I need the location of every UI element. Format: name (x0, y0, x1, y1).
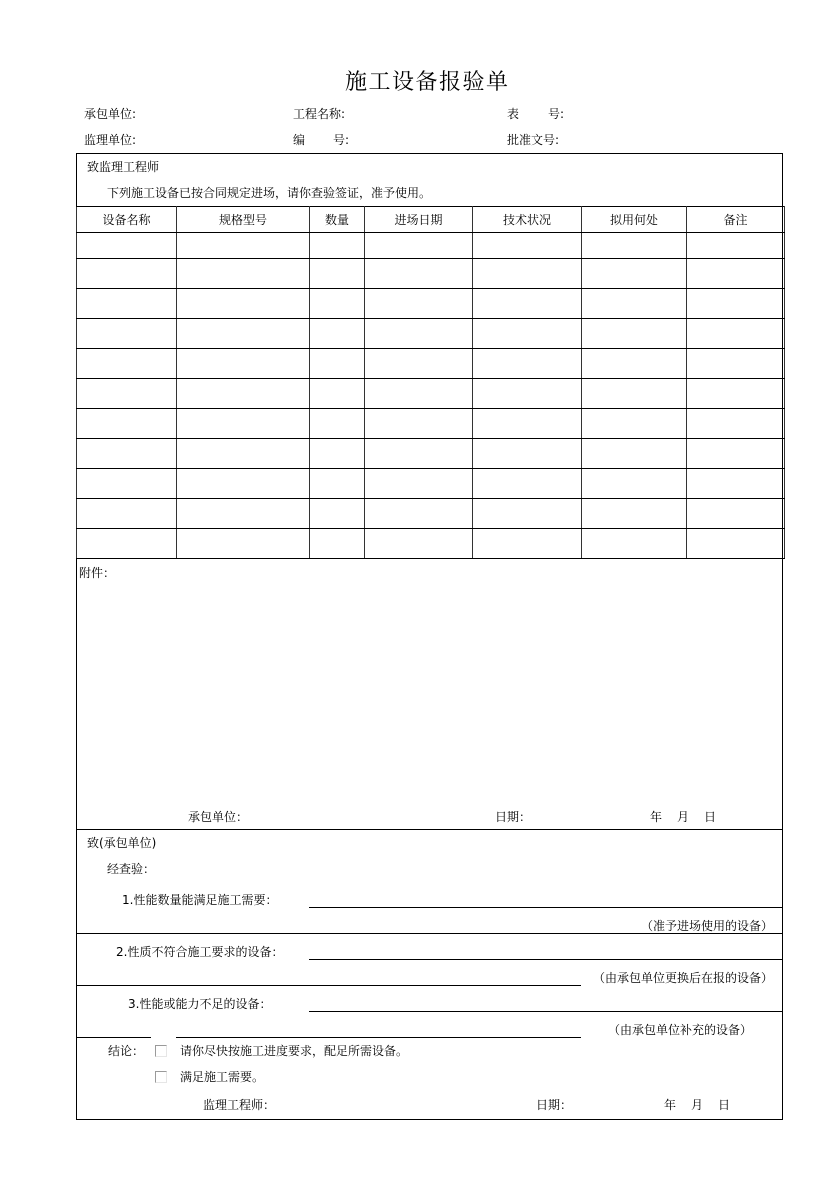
cell-intended-use[interactable] (582, 529, 687, 559)
cell-remarks[interactable] (687, 379, 785, 409)
attachment-area[interactable] (80, 585, 778, 800)
cell-model[interactable] (177, 499, 310, 529)
cell-model[interactable] (177, 319, 310, 349)
cell-remarks[interactable] (687, 529, 785, 559)
cell-entry-date[interactable] (365, 349, 473, 379)
approval-no-label: 批准文号: (507, 133, 560, 147)
table-row (77, 439, 785, 469)
cell-intended-use[interactable] (582, 319, 687, 349)
item2-answer-line[interactable] (309, 959, 783, 960)
table-row (77, 289, 785, 319)
table-row (77, 379, 785, 409)
cell-quantity[interactable] (310, 319, 365, 349)
form-no-label-a: 表 (507, 107, 520, 121)
cell-intended-use[interactable] (582, 349, 687, 379)
cell-technical-condition[interactable] (473, 259, 582, 289)
cell-equipment-name[interactable] (77, 529, 177, 559)
cell-entry-date[interactable] (365, 319, 473, 349)
cell-technical-condition[interactable] (473, 469, 582, 499)
column-header-equipment-name: 设备名称 (77, 207, 177, 233)
cell-remarks[interactable] (687, 259, 785, 289)
cell-intended-use[interactable] (582, 469, 687, 499)
cell-technical-condition[interactable] (473, 409, 582, 439)
cell-equipment-name[interactable] (77, 233, 177, 259)
cell-model[interactable] (177, 233, 310, 259)
column-header-technical-condition: 技术状况 (473, 207, 582, 233)
equipment-table (76, 206, 785, 559)
engineer-sign-label: 监理工程师： (203, 1098, 276, 1112)
cell-model[interactable] (177, 409, 310, 439)
cell-technical-condition[interactable] (473, 349, 582, 379)
form-no-label-b: 号: (548, 107, 565, 121)
cell-quantity[interactable] (310, 379, 365, 409)
application-date-month: 月 (677, 810, 690, 824)
cell-equipment-name[interactable] (77, 289, 177, 319)
cell-entry-date[interactable] (365, 379, 473, 409)
cell-equipment-name[interactable] (77, 259, 177, 289)
column-header-model: 规格型号 (177, 207, 310, 233)
attachment-label: 附件： (79, 566, 116, 580)
table-row (77, 529, 785, 559)
cell-remarks[interactable] (687, 499, 785, 529)
cell-technical-condition[interactable] (473, 233, 582, 259)
application-date-year: 年 (650, 810, 663, 824)
conclusion-option-1-checkbox[interactable] (155, 1045, 167, 1057)
column-header-remarks: 备注 (687, 207, 785, 233)
item2-label: 2.性质不符合施工要求的设备： (116, 945, 284, 959)
cell-intended-use[interactable] (582, 499, 687, 529)
item1-divider (76, 933, 783, 934)
table-row (77, 469, 785, 499)
cell-quantity[interactable] (310, 349, 365, 379)
cell-entry-date[interactable] (365, 233, 473, 259)
cell-entry-date[interactable] (365, 529, 473, 559)
item3-answer-line[interactable] (309, 1011, 783, 1012)
cell-remarks[interactable] (687, 289, 785, 319)
review-date-day: 日 (718, 1098, 731, 1112)
cell-equipment-name[interactable] (77, 349, 177, 379)
project-name-label: 工程名称: (293, 107, 346, 121)
item1-answer-line[interactable] (309, 907, 783, 908)
cell-technical-condition[interactable] (473, 499, 582, 529)
table-row (77, 499, 785, 529)
cell-intended-use[interactable] (582, 289, 687, 319)
column-header-intended-use: 拟用何处 (582, 207, 687, 233)
cell-quantity[interactable] (310, 499, 365, 529)
cell-model[interactable] (177, 469, 310, 499)
review-date-month: 月 (691, 1098, 704, 1112)
application-date-day: 日 (704, 810, 717, 824)
cell-intended-use[interactable] (582, 233, 687, 259)
cell-technical-condition[interactable] (473, 289, 582, 319)
application-addressee: 致监理工程师 (87, 160, 160, 174)
form-title: 施工设备报验单 (345, 70, 510, 95)
item2-answer-line-2[interactable] (76, 985, 581, 986)
serial-no-label-b: 号: (333, 133, 350, 147)
cell-remarks[interactable] (687, 233, 785, 259)
application-statement: 下列施工设备已按合同规定进场，请你查验签证，准予使用。 (107, 186, 432, 200)
cell-equipment-name[interactable] (77, 439, 177, 469)
cell-quantity[interactable] (310, 529, 365, 559)
cell-equipment-name[interactable] (77, 469, 177, 499)
cell-remarks[interactable] (687, 319, 785, 349)
cell-remarks[interactable] (687, 469, 785, 499)
contractor-label: 承包单位: (84, 107, 137, 121)
cell-equipment-name[interactable] (77, 319, 177, 349)
cell-equipment-name[interactable] (77, 499, 177, 529)
item3-answer-line-2b[interactable] (176, 1037, 581, 1038)
supervisor-label: 监理单位: (84, 133, 137, 147)
table-row (77, 349, 785, 379)
cell-model[interactable] (177, 379, 310, 409)
cell-quantity[interactable] (310, 439, 365, 469)
equipment-table-body (77, 233, 785, 559)
item2-note: （由承包单位更换后在报的设备） (592, 971, 773, 985)
cell-entry-date[interactable] (365, 289, 473, 319)
conclusion-option-2-checkbox[interactable] (155, 1071, 167, 1083)
application-date-label: 日期： (495, 810, 532, 824)
item1-note: （准予进场使用的设备） (640, 919, 773, 933)
item3-answer-line-2a[interactable] (76, 1037, 151, 1038)
review-date-year: 年 (664, 1098, 677, 1112)
item3-note: （由承包单位补充的设备） (607, 1023, 752, 1037)
contractor-sign-label: 承包单位： (188, 810, 249, 824)
cell-quantity[interactable] (310, 289, 365, 319)
cell-equipment-name[interactable] (77, 409, 177, 439)
cell-intended-use[interactable] (582, 409, 687, 439)
conclusion-option-1-label: 请你尽快按施工进度要求，配足所需设备。 (180, 1044, 409, 1058)
cell-quantity[interactable] (310, 233, 365, 259)
cell-technical-condition[interactable] (473, 379, 582, 409)
conclusion-label: 结论： (108, 1044, 145, 1058)
column-header-quantity: 数量 (310, 207, 365, 233)
cell-entry-date[interactable] (365, 259, 473, 289)
cell-remarks[interactable] (687, 349, 785, 379)
cell-technical-condition[interactable] (473, 439, 582, 469)
cell-intended-use[interactable] (582, 379, 687, 409)
checked-label: 经查验： (107, 862, 156, 876)
cell-model[interactable] (177, 439, 310, 469)
cell-entry-date[interactable] (365, 499, 473, 529)
conclusion-option-2-label: 满足施工需要。 (180, 1070, 265, 1084)
cell-model[interactable] (177, 529, 310, 559)
table-row (77, 233, 785, 259)
cell-quantity[interactable] (310, 259, 365, 289)
item3-label: 3.性能或能力不足的设备： (128, 997, 272, 1011)
cell-remarks[interactable] (687, 439, 785, 469)
cell-quantity[interactable] (310, 409, 365, 439)
section-divider (76, 829, 783, 830)
cell-intended-use[interactable] (582, 439, 687, 469)
cell-entry-date[interactable] (365, 409, 473, 439)
cell-remarks[interactable] (687, 409, 785, 439)
review-date-label: 日期： (536, 1098, 573, 1112)
column-header-entry-date: 进场日期 (365, 207, 473, 233)
serial-no-label-a: 编 (293, 133, 306, 147)
cell-model[interactable] (177, 349, 310, 379)
cell-model[interactable] (177, 259, 310, 289)
cell-technical-condition[interactable] (473, 529, 582, 559)
cell-technical-condition[interactable] (473, 319, 582, 349)
table-header-row (77, 207, 785, 233)
cell-intended-use[interactable] (582, 259, 687, 289)
table-row (77, 319, 785, 349)
cell-entry-date[interactable] (365, 439, 473, 469)
item1-label: 1.性能数量能满足施工需要： (122, 893, 278, 907)
review-addressee: 致(承包单位) (87, 836, 157, 850)
cell-entry-date[interactable] (365, 469, 473, 499)
table-row (77, 409, 785, 439)
cell-model[interactable] (177, 289, 310, 319)
cell-quantity[interactable] (310, 469, 365, 499)
table-row (77, 259, 785, 289)
cell-equipment-name[interactable] (77, 379, 177, 409)
